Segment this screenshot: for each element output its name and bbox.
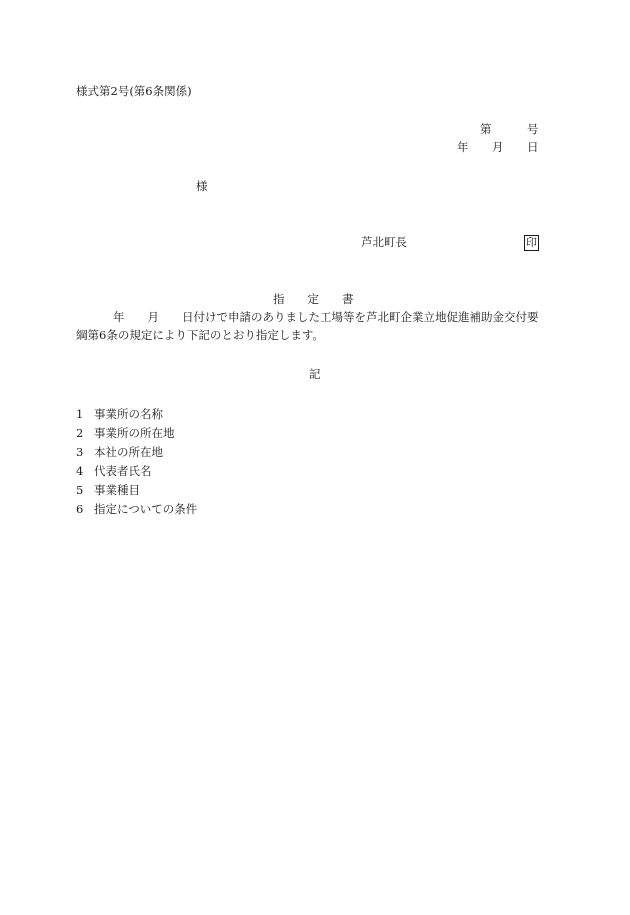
list-item: [76, 424, 197, 443]
item-text: 本社の所在地: [94, 445, 163, 459]
number-gou: 号: [527, 122, 539, 136]
date-month: 月: [492, 140, 504, 154]
issuer-name: 芦北町長: [361, 235, 407, 249]
item-number: 1: [76, 407, 84, 421]
item-number: 6: [76, 502, 84, 516]
list-item: [76, 462, 197, 481]
body-line-2: 綱第6条の規定により下記のとおり指定します。: [76, 328, 324, 342]
item-number: 2: [76, 426, 84, 440]
item-text: 代表者氏名: [94, 464, 152, 478]
seal-stamp: [524, 235, 539, 251]
item-text: 事業所の名称: [94, 407, 163, 421]
ki-heading: 記: [309, 367, 321, 381]
item-number: 3: [76, 445, 84, 459]
date-day: 日: [527, 140, 539, 154]
item-list: [76, 405, 197, 519]
number-dai: 第: [480, 122, 492, 136]
body-line-1: 年 月 日付けで申請のありました工場等を芦北町企業立地促進補助金交付要: [113, 310, 539, 324]
item-text: 事業所の所在地: [94, 426, 175, 440]
item-number: 5: [76, 483, 84, 497]
date-year: 年: [457, 140, 469, 154]
list-item: [76, 405, 197, 424]
seal-mark: 印: [526, 236, 537, 249]
item-number: 4: [76, 464, 84, 478]
list-item: [76, 500, 197, 519]
list-item: [76, 481, 197, 500]
form-label: 様式第2号(第6条関係): [76, 84, 192, 98]
document-title: 指 定 書: [273, 292, 354, 306]
item-text: 指定についての条件: [94, 502, 198, 516]
item-text: 事業種目: [94, 483, 140, 497]
addressee-suffix: 様: [196, 179, 208, 193]
list-item: [76, 443, 197, 462]
